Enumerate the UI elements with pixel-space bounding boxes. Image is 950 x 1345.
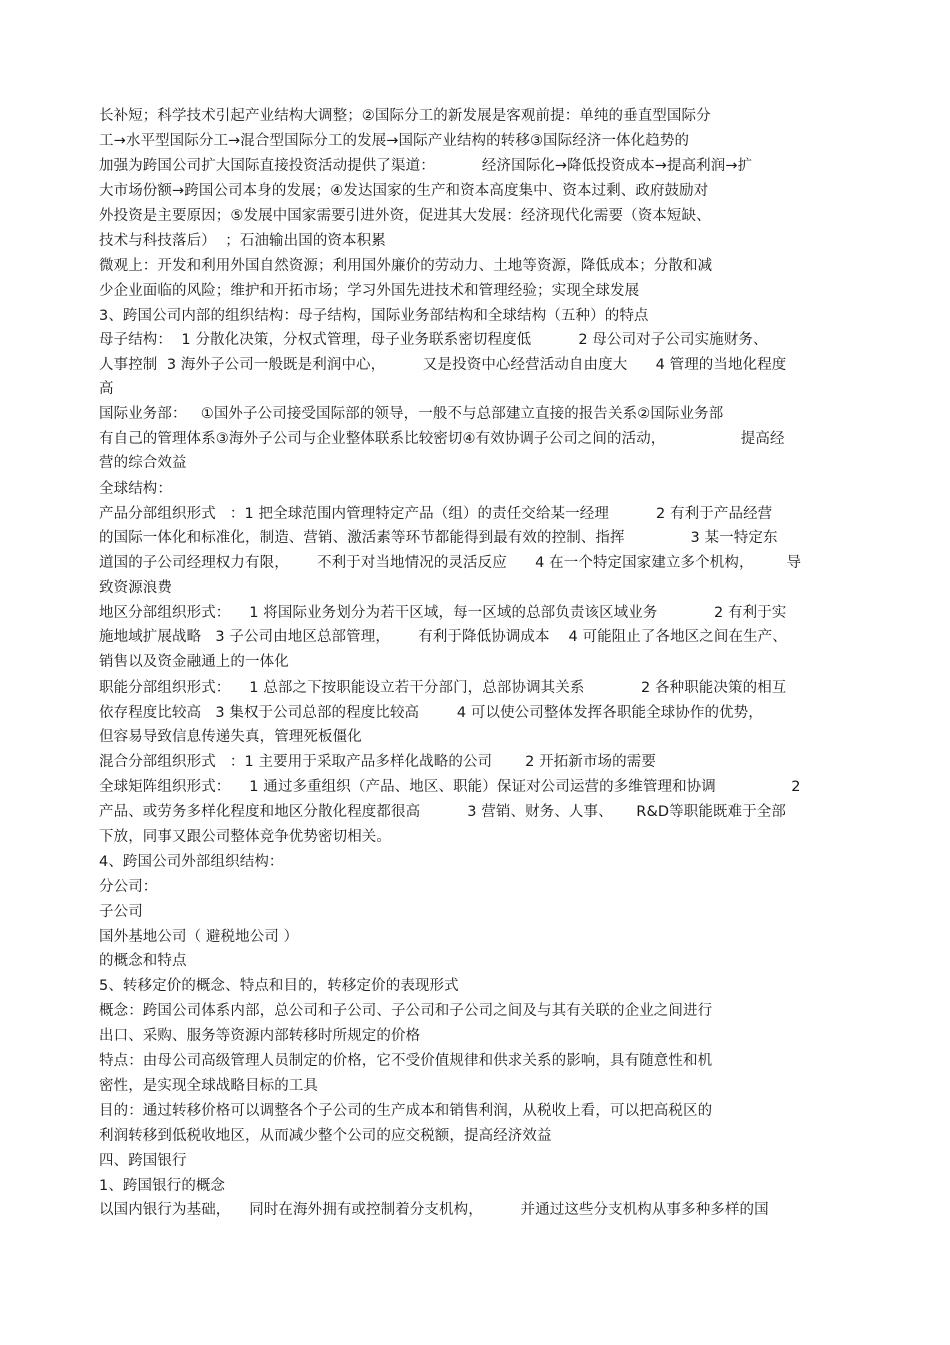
text-line: 工→水平型国际分工→混合型国际分工的发展→国际产业结构的转移③国际经济一体化趋势的 bbox=[99, 133, 690, 149]
text-line: 特点：由母公司高级管理人员制定的价格，它不受价值规律和供求关系的影响，具有随意性和机 bbox=[99, 1053, 713, 1069]
text-line: 地区分部组织形式： 1 将国际业务划分为若干区域，每一区域的总部负责该区域业务 2 有利于实 bbox=[99, 605, 787, 621]
text-line: 道国的子公司经理权力有限， 不利于对当地情况的灵活反应 4 在一个特定国家建立多个机构， 导 bbox=[99, 555, 802, 571]
text-line: 全球矩阵组织形式： 1 通过多重组织（产品、地区、职能）保证对公司运营的多维管理和协调 2 bbox=[99, 779, 801, 795]
text-line: 营的综合效益 bbox=[99, 455, 187, 471]
text-line: 大市场份额→跨国公司本身的发展；④发达国家的生产和资本高度集中、资本过剩、政府鼓励对 bbox=[99, 183, 709, 199]
text-line: 全球结构： bbox=[99, 481, 172, 497]
text-line: 子公司 bbox=[99, 904, 143, 920]
text-line: 依存程度比较高 3 集权于公司总部的程度比较高 4 可以使公司整体发挥各职能全球协作的优势， bbox=[99, 705, 763, 721]
text-line: 的国际一体化和标准化，制造、营销、激活素等环节都能得到最有效的控制、指挥 3 某一特定东 bbox=[99, 530, 778, 546]
text-line: 下放，同事又跟公司整体竞争优势密切相关。 bbox=[99, 829, 391, 845]
text-line: 的概念和特点 bbox=[99, 953, 187, 969]
section-heading: 5、转移定价的概念、特点和目的，转移定价的表现形式 bbox=[99, 978, 459, 994]
section-heading: 四、跨国银行 bbox=[99, 1153, 187, 1169]
text-line: 目的：通过转移价格可以调整各个子公司的生产成本和销售利润，从税收上看，可以把高税区的 bbox=[99, 1103, 713, 1119]
section-heading: 1、跨国银行的概念 bbox=[99, 1178, 226, 1194]
text-line: 出口、采购、服务等资源内部转移时所规定的价格 bbox=[99, 1028, 421, 1044]
text-line: 高 bbox=[99, 381, 114, 397]
text-line: 长补短；科学技术引起产业结构大调整；②国际分工的新发展是客观前提：单纯的垂直型国际分 bbox=[99, 108, 711, 124]
text-line: 利润转移到低税收地区，从而减少整个公司的应交税额，提高经济效益 bbox=[99, 1128, 552, 1144]
text-line: 有自己的管理体系③海外子公司与企业整体联系比较密切④有效协调子公司之间的活动， 提高经 bbox=[99, 431, 785, 447]
text-line: 技术与科技落后） ；石油输出国的资本积累 bbox=[99, 233, 386, 249]
text-line: 销售以及资金融通上的一体化 bbox=[99, 654, 289, 670]
text-line: 微观上：开发和利用外国自然资源；利用国外廉价的劳动力、土地等资源，降低成本；分散和减 bbox=[99, 258, 713, 274]
text-line: 产品分部组织形式 ：1 把全球范围内管理特定产品（组）的责任交给某一经理 2 有利于产品经营 bbox=[99, 506, 773, 522]
section-heading: 4、跨国公司外部组织结构： bbox=[99, 854, 284, 870]
text-line: 但容易导致信息传递失真，管理死板僵化 bbox=[99, 729, 362, 745]
text-line: 以国内银行为基础， 同时在海外拥有或控制着分支机构， 并通过这些分支机构从事多种多样的国 bbox=[99, 1202, 769, 1218]
text-line: 概念：跨国公司体系内部，总公司和子公司、子公司和子公司之间及与其有关联的企业之间进行 bbox=[99, 1003, 713, 1019]
text-line: 产品、或劳务多样化程度和地区分散化程度都很高 3 营销、财务、人事、 R&D等职能既难于全部 bbox=[99, 804, 786, 820]
text-line: 国际业务部： ①国外子公司接受国际部的领导，一般不与总部建立直接的报告关系②国际业务部 bbox=[99, 406, 724, 422]
section-heading: 3、跨国公司内部的组织结构：母子结构，国际业务部结构和全球结构（五种）的特点 bbox=[99, 308, 649, 324]
text-line: 人事控制 3 海外子公司一般既是利润中心， 又是投资中心经营活动自由度大 4 管理的当地化程度 bbox=[99, 357, 787, 373]
text-line: 密性，是实现全球战略目标的工具 bbox=[99, 1078, 318, 1094]
text-line: 国外基地公司（ 避税地公司 ） bbox=[99, 929, 299, 945]
text-line: 分公司： bbox=[99, 879, 158, 895]
text-line: 外投资是主要原因；⑤发展中国家需要引进外资，促进其大发展：经济现代化需要（资本短缺、 bbox=[99, 208, 711, 224]
text-line: 施地域扩展战略 3 子公司由地区总部管理， 有利于降低协调成本 4 可能阻止了各地区之间在生产、 bbox=[99, 629, 787, 645]
text-line: 加强为跨国公司扩大国际直接投资活动提供了渠道： 经济国际化→降低投资成本→提高利润→扩 bbox=[99, 158, 753, 174]
text-line: 职能分部组织形式： 1 总部之下按职能设立若干分部门，总部协调其关系 2 各种职能决策的相互 bbox=[99, 680, 787, 696]
text-line: 少企业面临的风险；维护和开拓市场；学习外国先进技术和管理经验；实现全球发展 bbox=[99, 283, 640, 299]
text-line: 母子结构： 1 分散化决策，分权式管理，母子业务联系密切程度低 2 母公司对子公司实施财务、 bbox=[99, 332, 768, 348]
text-line: 致资源浪费 bbox=[99, 580, 172, 596]
text-line: 混合分部组织形式 ：1 主要用于采取产品多样化战略的公司 2 开拓新市场的需要 bbox=[99, 754, 656, 770]
